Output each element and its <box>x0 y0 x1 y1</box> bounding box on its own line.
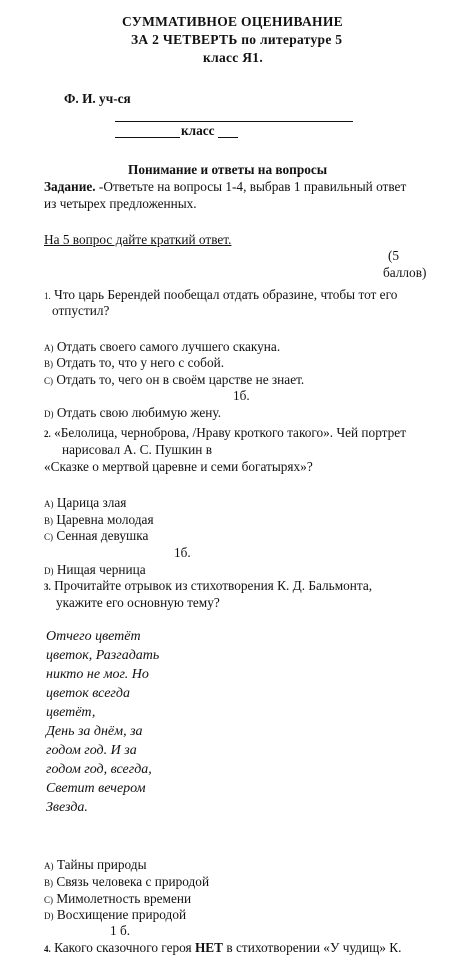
q1-option-c <box>44 371 304 390</box>
task-text-1: -Ответьте на вопросы 1-4, выбрав 1 правильный ответ <box>95 179 407 194</box>
task-instruction-1 <box>44 178 406 195</box>
student-name-label: Ф. И. уч-ся <box>64 91 131 106</box>
q3-option-d-text: Восхищение природой <box>56 907 187 922</box>
poem-line: цветёт, <box>46 705 96 720</box>
q4-text-bold: НЕТ <box>194 940 224 955</box>
q4-text-a: Какого сказочного героя <box>54 940 195 955</box>
q2-number: 2. <box>44 429 51 439</box>
q3-option-a-letter: A) <box>44 861 54 871</box>
points-total-2: баллов) <box>383 265 427 280</box>
q3-option-c-letter: C) <box>44 895 53 905</box>
q1-option-b-text: Отдать то, что у него с собой. <box>56 355 225 370</box>
q2-text-1: «Белолица, черноброва, /Нраву кроткого такого». Чей портрет <box>54 425 407 440</box>
class-blank-left <box>115 137 180 138</box>
q1-option-b-letter: B) <box>44 359 53 369</box>
q3-text-2: укажите его основную тему? <box>56 595 220 610</box>
doc-title-line3: класс Я1. <box>203 50 264 65</box>
q1-option-d <box>44 404 221 423</box>
points-total-1: (5 <box>388 248 400 263</box>
q2-option-d-letter: D) <box>44 566 54 576</box>
q3-option-c-text: Мимолетность времени <box>56 891 192 906</box>
q1-option-d-letter: D) <box>44 409 54 419</box>
q2-option-a-text: Царица злая <box>56 495 127 510</box>
q2-text-3: «Сказке о мертвой царевне и семи богатырях»? <box>44 459 313 474</box>
q1-option-a-letter: A) <box>44 343 54 353</box>
q3-number: 3. <box>44 582 51 592</box>
poem-line: годом год, всегда, <box>46 762 152 777</box>
section-heading: Понимание и ответы на вопросы <box>128 162 328 177</box>
question-4 <box>44 939 401 958</box>
poem-line: Звезда. <box>46 800 88 815</box>
q2-option-b-letter: B) <box>44 516 53 526</box>
q3-text-1: Прочитайте отрывок из стихотворения К. Д. Бальмонта, <box>54 578 373 593</box>
q2-option-b-text: Царевна молодая <box>56 512 154 527</box>
q3-option-b-letter: B) <box>44 878 53 888</box>
q1-option-a-text: Отдать своего самого лучшего скакуна. <box>56 339 281 354</box>
q1-option-c-text: Отдать то, чего он в своём царстве не знает. <box>56 372 305 387</box>
q1-number: 1. <box>44 291 51 301</box>
q4-number: 4. <box>44 944 51 954</box>
poem-line: Отчего цветёт <box>46 629 141 644</box>
q2-text-2: нарисовал А. С. Пушкин в <box>62 442 212 457</box>
poem-line: Светит вечером <box>46 781 146 796</box>
task-instruction-2: из четырех предложенных. <box>44 196 197 211</box>
q2-option-d-text: Нищая черница <box>56 562 146 577</box>
q2-option-c-letter: C) <box>44 532 53 542</box>
q1-text-2: отпустил? <box>52 303 110 318</box>
q5-note: На 5 вопрос дайте краткий ответ. <box>44 232 232 247</box>
q1-option-d-text: Отдать свою любимую жену. <box>56 405 222 420</box>
poem-line: цветок всегда <box>46 686 130 701</box>
q2-option-a-letter: A) <box>44 499 54 509</box>
poem-line: годом год. И за <box>46 743 137 758</box>
doc-title-line2: ЗА 2 ЧЕТВЕРТЬ по литературе 5 <box>131 32 343 47</box>
task-label: Задание. <box>44 179 96 194</box>
q4-text-b: в стихотворении «У чудищ» К. <box>223 940 402 955</box>
q2-option-c <box>44 527 148 546</box>
student-name-line <box>115 121 353 122</box>
poem-excerpt <box>46 627 159 817</box>
q2-option-c-text: Сенная девушка <box>56 528 149 543</box>
q3-option-b-text: Связь человека с природой <box>56 874 210 889</box>
q2-points: 1б. <box>174 545 191 560</box>
class-label: класс <box>181 123 215 138</box>
q3-option-d-letter: D) <box>44 911 54 921</box>
q1-text-1: Что царь Берендей пообещал отдать образине, чтобы тот его <box>54 287 398 302</box>
doc-title-line1: СУММАТИВНОЕ ОЦЕНИВАНИЕ <box>122 14 343 29</box>
q3-points: 1 б. <box>110 923 131 938</box>
q1-option-c-letter: C) <box>44 376 53 386</box>
poem-line: никто не мог. Но <box>46 667 149 682</box>
poem-line: День за днём, за <box>46 724 143 739</box>
q1-points: 1б. <box>233 388 250 403</box>
q3-option-a-text: Тайны природы <box>56 857 147 872</box>
class-blank-right <box>218 137 238 138</box>
poem-line: цветок, Разгадать <box>46 648 160 663</box>
